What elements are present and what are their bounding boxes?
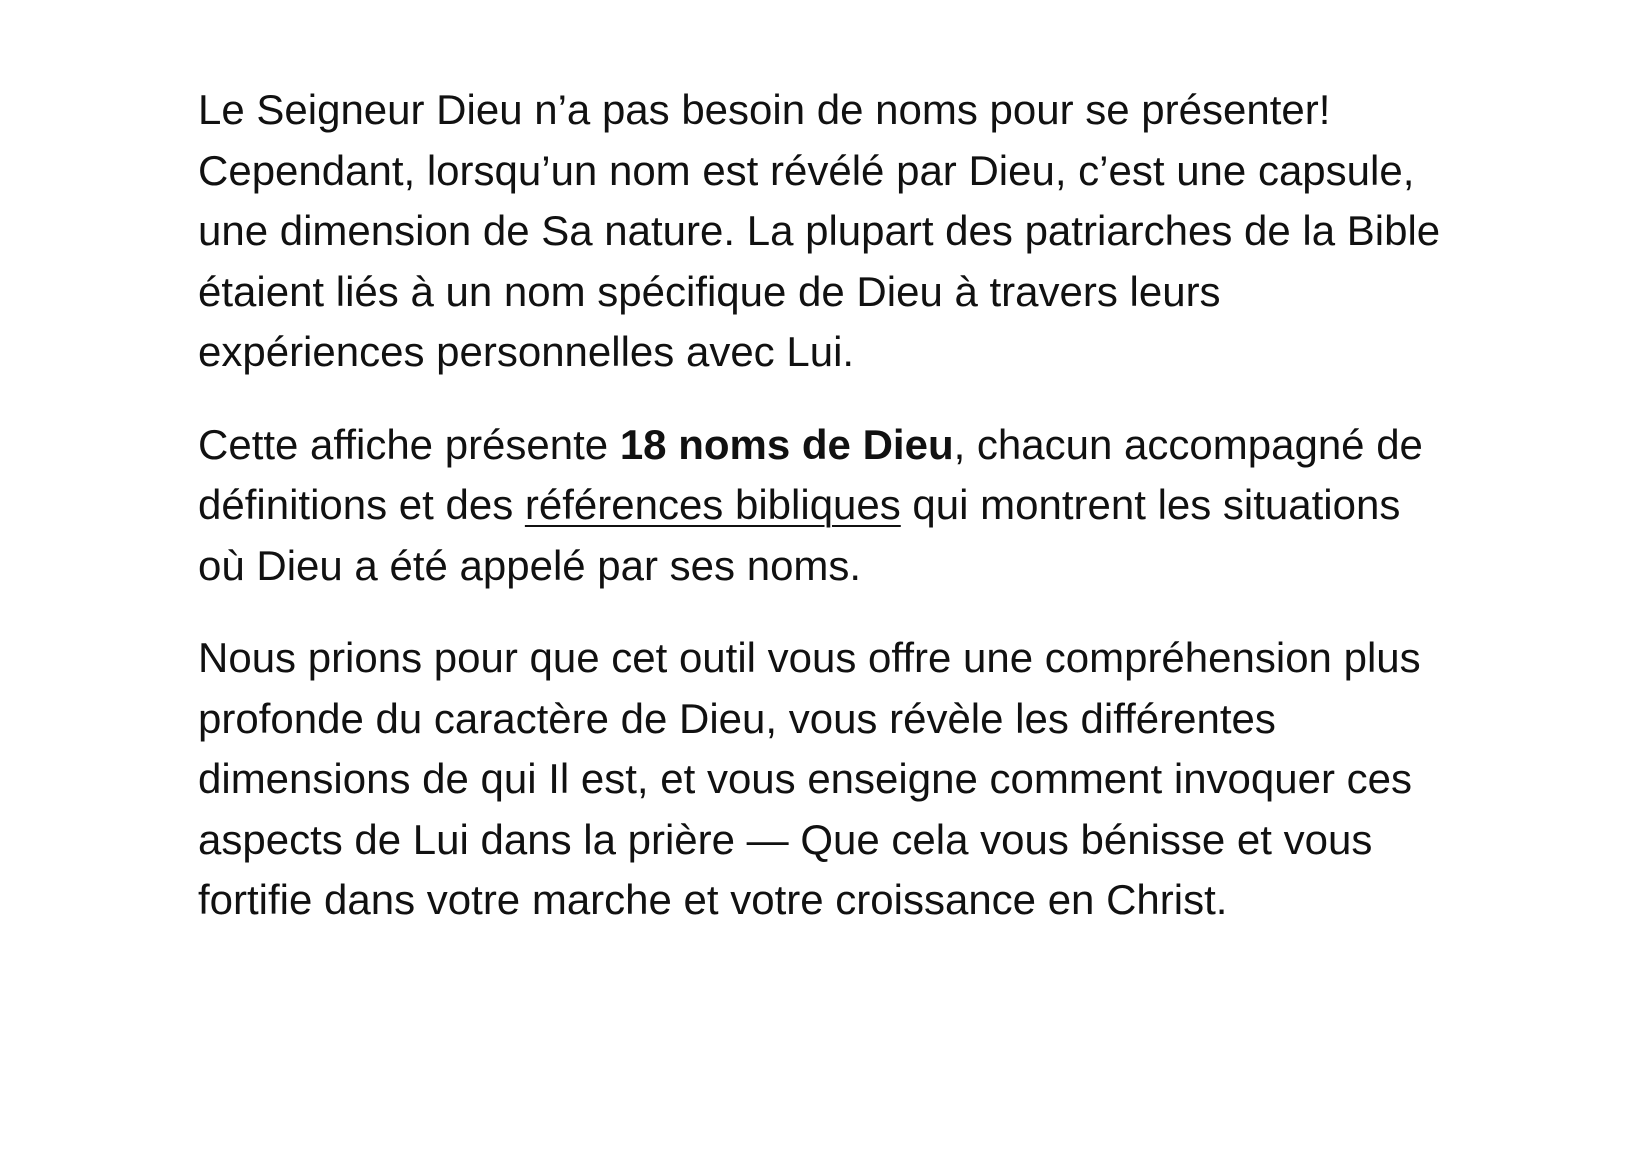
prayer-paragraph: Nous prions pour que cet outil vous offre une compréhension plus profonde du caractère de Dieu, vous révèle les différentes dimensions de qui Il est, et vous enseigne comment invoquer ces aspects de Lui dans la prière — Que cela vous bénisse et vous fortifie dans votre marche et votre croissance en Christ. bbox=[198, 634, 1421, 923]
poster-description-text-3: qui montrent les situations où Dieu a été appelé par ses noms. bbox=[198, 481, 1401, 589]
poster-description-paragraph bbox=[198, 415, 1458, 597]
intro-paragraph: Le Seigneur Dieu n’a pas besoin de noms pour se présenter! Cependant, lorsqu’un nom est révélé par Dieu, c’est une capsule, une dimension de Sa nature. La plupart des patriarches de la Bible étaient liés à un nom spécifique de Dieu à travers leurs expériences personnelles avec Lui. bbox=[198, 86, 1441, 375]
names-count-emphasis: 18 noms de Dieu bbox=[619, 420, 954, 468]
poster-description-text-2: , chacun accompagné de définitions et des bbox=[198, 420, 1423, 528]
document-body bbox=[198, 80, 1458, 931]
poster-description-text-1: Cette affiche présente bbox=[198, 420, 620, 468]
biblical-references-link[interactable]: références bibliques bbox=[524, 481, 901, 528]
